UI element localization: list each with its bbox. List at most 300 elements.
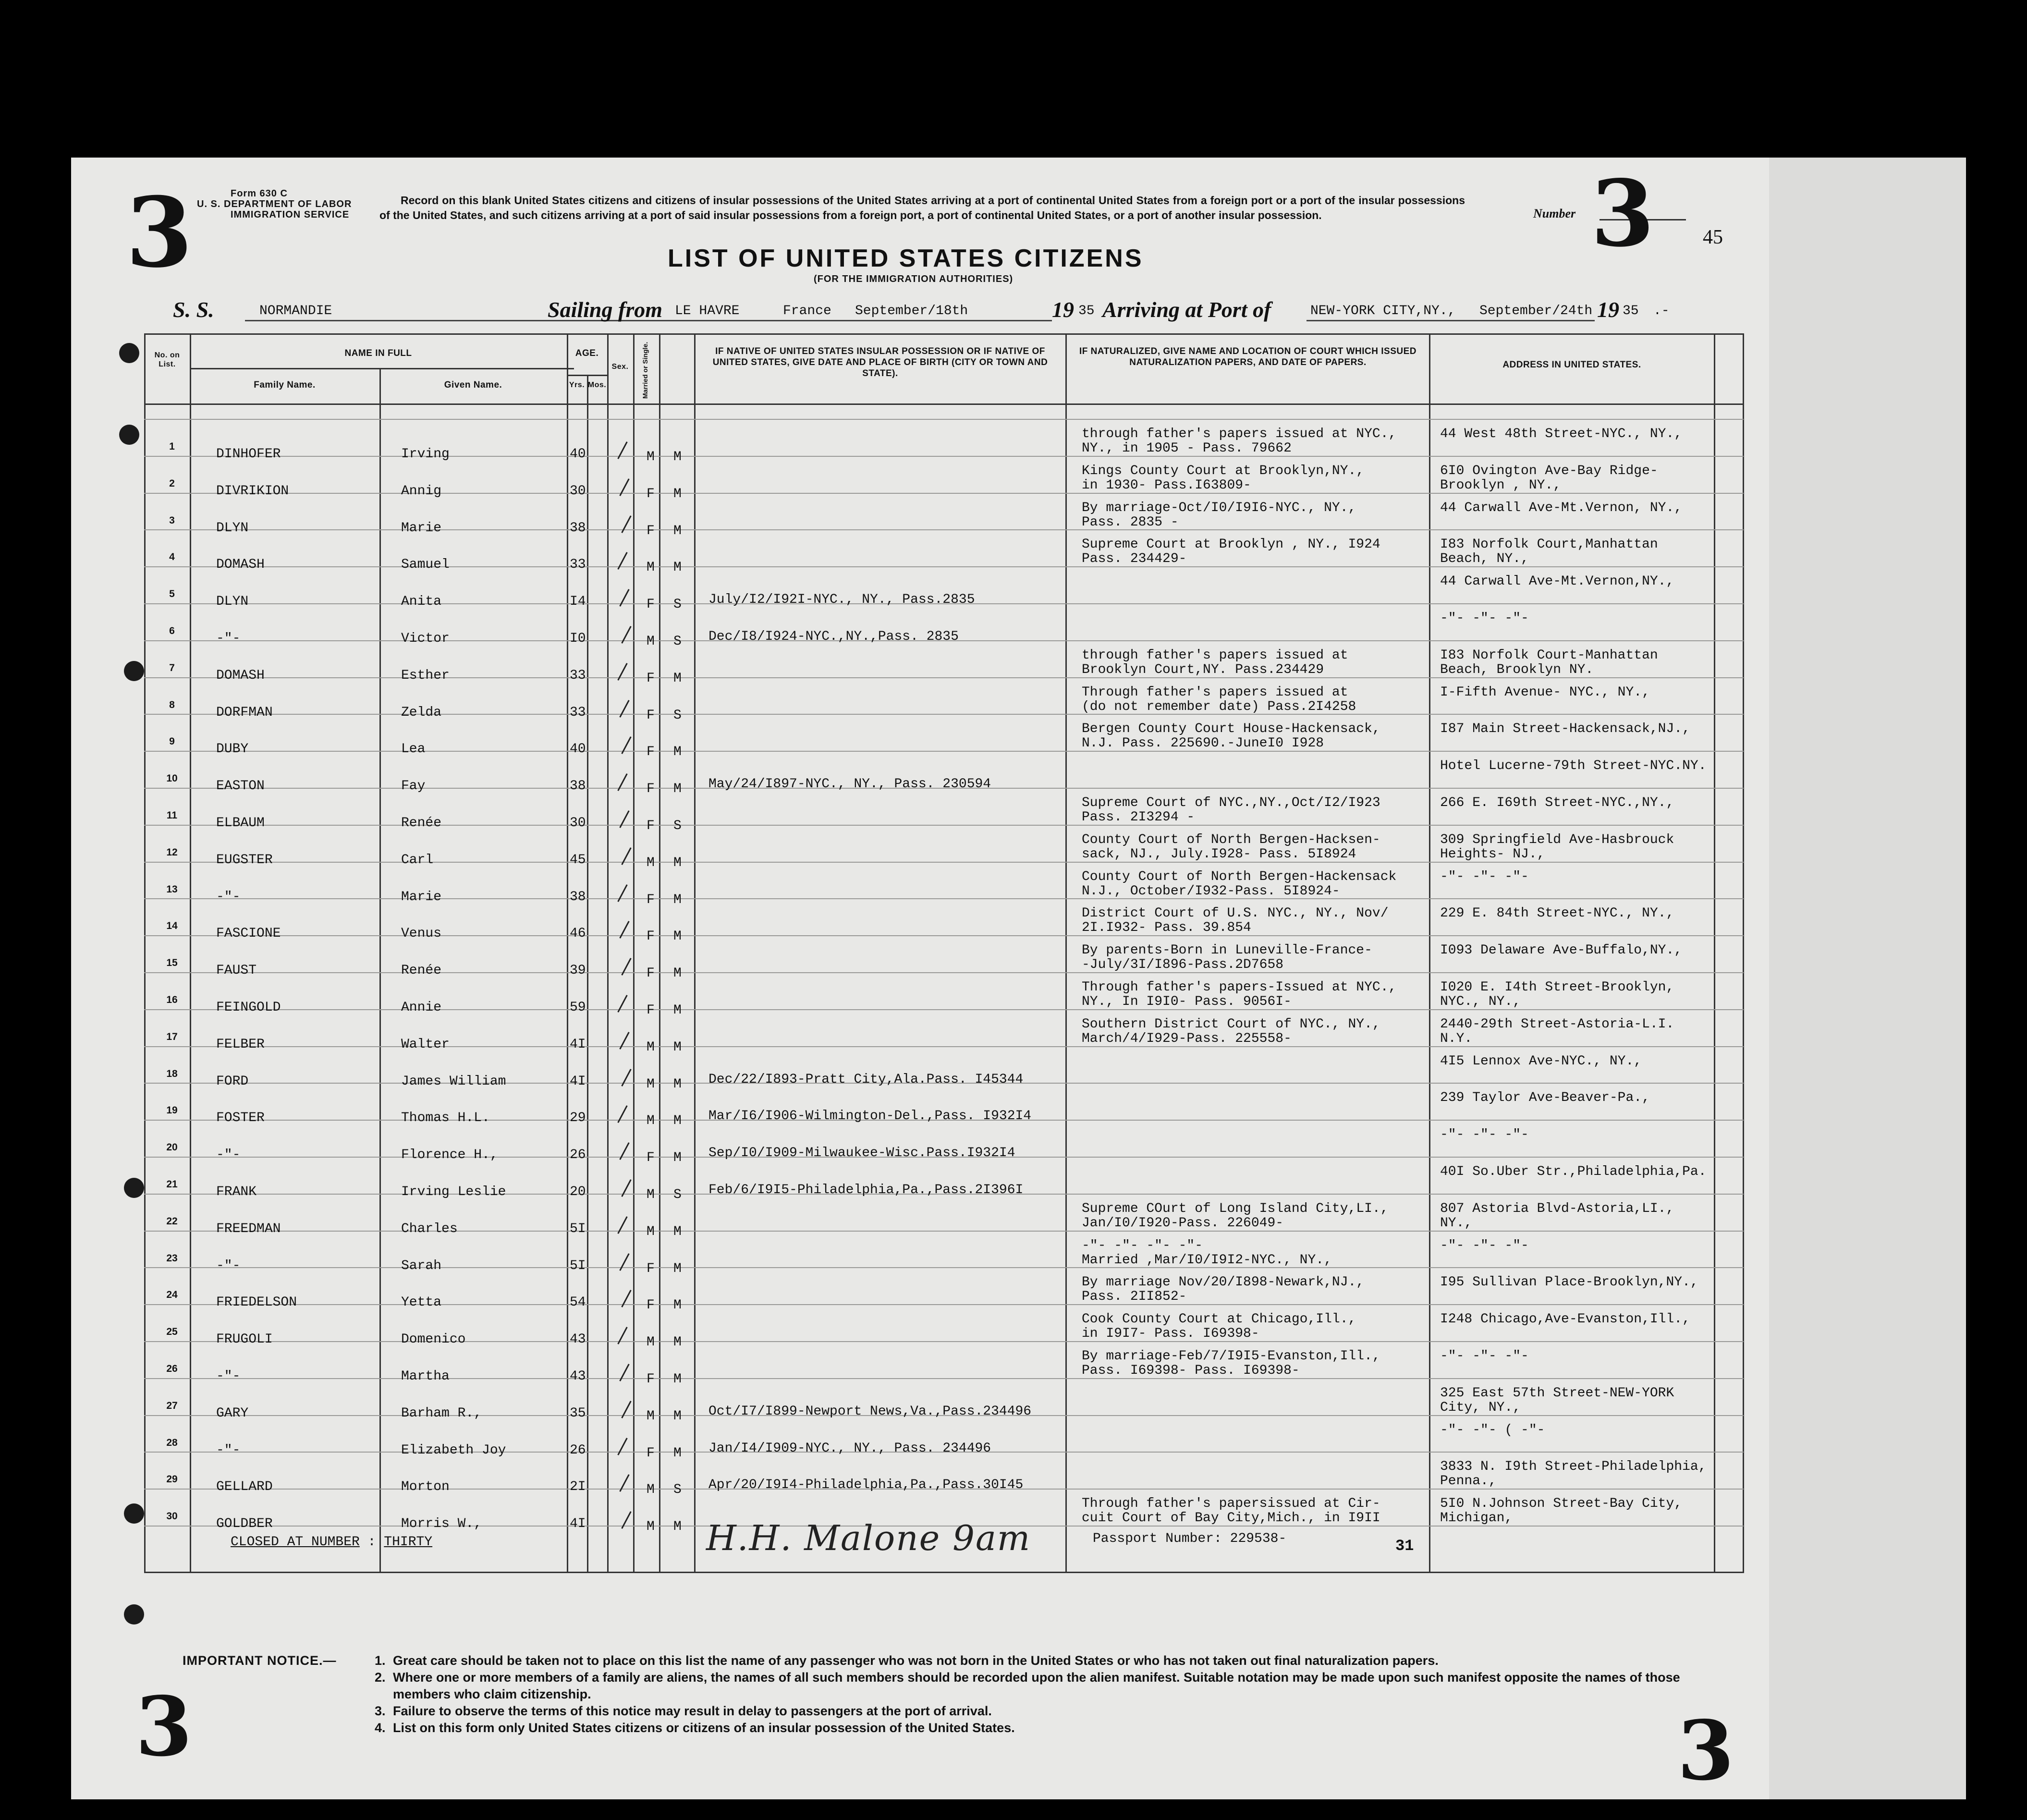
address-line-1: -"- -"- -"- xyxy=(1440,1238,1529,1253)
sex: F xyxy=(647,818,655,833)
age-years: 40 xyxy=(570,742,586,757)
row-number: 16 xyxy=(166,994,178,1005)
name-header-divider xyxy=(190,368,574,369)
col-divider xyxy=(694,333,696,1573)
page-subtitle: (FOR THE IMMIGRATION AUTHORITIES) xyxy=(814,274,1014,284)
row-30-passport: Passport Number: 229538- xyxy=(1093,1531,1287,1546)
given-name: Renée xyxy=(401,816,442,831)
age-years: 59 xyxy=(570,1000,586,1015)
address-line-2: NYC., NY., xyxy=(1440,994,1521,1009)
birth-details: Oct/I7/I899-Newport News,Va.,Pass.234496 xyxy=(708,1404,1032,1419)
marital-status: M xyxy=(673,1372,682,1387)
sail-date: September/18th xyxy=(855,304,968,318)
col-divider xyxy=(633,333,635,1573)
age-years: 5I xyxy=(570,1258,586,1273)
row-rule xyxy=(144,1341,1744,1342)
family-name: DLYN xyxy=(216,521,249,536)
row-rule xyxy=(144,529,1744,530)
sex: F xyxy=(647,782,655,796)
birth-details: Dec/22/I893-Pratt City,Ala.Pass. I45344 xyxy=(708,1072,1024,1087)
naturalization-line-1: Kings County Court at Brooklyn,NY., xyxy=(1082,464,1365,478)
arriving-label: Arriving at Port of xyxy=(1102,297,1271,322)
naturalization-line-1: Southern District Court of NYC., NY., xyxy=(1082,1017,1380,1032)
from-country: France xyxy=(783,304,831,318)
row-number: 9 xyxy=(169,736,175,747)
marital-status: M xyxy=(673,1150,682,1165)
family-name: GELLARD xyxy=(216,1479,273,1494)
family-name: FELBER xyxy=(216,1037,265,1052)
naturalization-line-1: Supreme COurt of Long Island City,LI., xyxy=(1082,1201,1389,1216)
family-name: EUGSTER xyxy=(216,853,273,867)
given-name: Samuel xyxy=(401,557,450,572)
address-line-1: 3833 N. I9th Street-Philadelphia, xyxy=(1440,1459,1707,1474)
row-number: 12 xyxy=(166,847,178,858)
birth-details: July/I2/I92I-NYC., NY., Pass.2835 xyxy=(708,592,975,607)
row-rule xyxy=(144,825,1744,826)
row-number: 15 xyxy=(166,957,178,968)
page-mark: 31 xyxy=(1395,1537,1414,1555)
marital-status: M xyxy=(673,487,682,501)
row-rule xyxy=(144,1304,1744,1305)
age-years: 30 xyxy=(570,484,586,499)
address-line-1: Hotel Lucerne-79th Street-NYC.NY. xyxy=(1440,758,1707,773)
row-rule xyxy=(144,456,1744,457)
header-bottom-border xyxy=(144,403,1744,405)
punch-hole xyxy=(124,1503,144,1524)
given-name: Annig xyxy=(401,484,442,499)
address-line-1: -"- -"- -"- xyxy=(1440,1349,1529,1364)
given-name: Elizabeth Joy xyxy=(401,1443,506,1458)
address-line-1: -"- -"- -"- xyxy=(1440,869,1529,884)
row-number: 6 xyxy=(169,625,175,636)
arrival-year: 35 xyxy=(1623,304,1639,318)
age-years: 4I xyxy=(570,1074,586,1089)
sex: F xyxy=(647,1298,655,1313)
row-rule xyxy=(144,898,1744,899)
row-number: 2 xyxy=(169,478,175,489)
given-name: Sarah xyxy=(401,1258,442,1273)
naturalization-line-2: Pass. 2II852- xyxy=(1082,1289,1187,1304)
age-years: 43 xyxy=(570,1332,586,1347)
naturalization-line-1: Through father's papersissued at Cir- xyxy=(1082,1496,1380,1511)
age-years: 39 xyxy=(570,963,586,978)
age-years: 38 xyxy=(570,890,586,904)
marital-status: M xyxy=(673,1519,682,1534)
family-name: DOMASH xyxy=(216,557,265,572)
address-line-2: N.Y. xyxy=(1440,1031,1473,1046)
header-no: No. on List. xyxy=(154,351,180,368)
address-line-1: 44 Carwall Ave-Mt.Vernon,NY., xyxy=(1440,574,1674,589)
row-number: 21 xyxy=(166,1179,178,1190)
marital-status: M xyxy=(673,671,682,686)
birth-details: Apr/20/I9I4-Philadelphia,Pa.,Pass.30I45 xyxy=(708,1478,1024,1492)
page-number: 45 xyxy=(1703,226,1723,248)
naturalization-line-2: N.J. Pass. 225690.-JuneI0 I928 xyxy=(1082,736,1324,751)
row-number: 8 xyxy=(169,699,175,710)
naturalization-line-2: Pass. 2I3294 - xyxy=(1082,810,1195,825)
address-line-2: Heights- NJ., xyxy=(1440,847,1545,862)
row-number: 23 xyxy=(166,1253,178,1264)
marital-status: M xyxy=(673,1224,682,1239)
age-years: 35 xyxy=(570,1406,586,1421)
marital-status: S xyxy=(673,634,682,649)
address-line-2: City, NY., xyxy=(1440,1400,1521,1415)
given-name: Marie xyxy=(401,890,442,904)
birth-details: Sep/I0/I909-Milwaukee-Wisc.Pass.I932I4 xyxy=(708,1146,1015,1160)
sex: F xyxy=(647,1150,655,1165)
address-line-1: 325 East 57th Street-NEW-YORK xyxy=(1440,1386,1674,1401)
marital-status: M xyxy=(673,524,682,538)
col-divider xyxy=(587,375,588,1573)
header-married-single: Married or Single. xyxy=(641,342,649,399)
marital-status: M xyxy=(673,1261,682,1276)
col-divider xyxy=(379,368,381,1573)
family-name: FRANK xyxy=(216,1185,257,1199)
naturalization-line-2: cuit Court of Bay City,Mich., in I9II xyxy=(1082,1511,1380,1526)
row-rule xyxy=(144,419,1744,420)
naturalization-line-1: Cook County Court at Chicago,Ill., xyxy=(1082,1312,1356,1327)
given-name: Thomas H.L. xyxy=(401,1111,490,1125)
age-years: 4I xyxy=(570,1037,586,1052)
voyage-line xyxy=(173,297,1710,324)
naturalization-line-1: By marriage Nov/20/I898-Newark,NJ., xyxy=(1082,1275,1365,1290)
family-name: DIVRIKION xyxy=(216,484,289,499)
family-name: FAUST xyxy=(216,963,257,978)
marital-status: M xyxy=(673,1335,682,1350)
address-line-1: 5I0 N.Johnson Street-Bay City, xyxy=(1440,1496,1683,1511)
row-number: 19 xyxy=(166,1105,178,1116)
notice-label: IMPORTANT NOTICE.— xyxy=(183,1653,337,1668)
age-years: I4 xyxy=(570,594,586,609)
naturalization-line-1: Supreme Court at Brooklyn , NY., I924 xyxy=(1082,537,1380,552)
sex: F xyxy=(647,1003,655,1018)
col-divider xyxy=(607,333,609,1573)
age-years: 4I xyxy=(570,1516,586,1531)
family-name: -"- xyxy=(216,1443,241,1458)
marital-status: M xyxy=(673,560,682,575)
marital-status: S xyxy=(673,597,682,612)
marital-status: M xyxy=(673,1003,682,1018)
address-line-1: I020 E. I4th Street-Brooklyn, xyxy=(1440,980,1674,995)
service-name: IMMIGRATION SERVICE xyxy=(231,209,350,220)
naturalization-line-2: (do not remember date) Pass.2I4258 xyxy=(1082,699,1356,714)
row-number: 1 xyxy=(169,441,175,452)
form-number xyxy=(197,188,352,220)
given-name: Charles xyxy=(401,1221,458,1236)
given-name: Venus xyxy=(401,926,442,941)
row-number: 14 xyxy=(166,920,178,931)
address-line-1: I87 Main Street-Hackensack,NJ., xyxy=(1440,721,1690,736)
header-given-name: Given Name. xyxy=(444,380,502,390)
col-divider xyxy=(1714,333,1715,1573)
naturalization-line-1: District Court of U.S. NYC., NY., Nov/ xyxy=(1082,906,1389,921)
header-native-birth: IF NATIVE OF UNITED STATES INSULAR POSSESSION OR IF NATIVE OF UNITED STATES, GIVE DATE AND PLACE OF BIRTH (CITY OR TOWN AND STATE). xyxy=(712,346,1048,379)
naturalization-line-1: County Court of North Bergen-Hackensack xyxy=(1082,869,1397,884)
age-years: 33 xyxy=(570,557,586,572)
record-instructions: Record on this blank United States citizens and citizens of insular possessions of the United States arriving at a port of continental United States from a foreign port or a port of the insular possessions of the United States, and such citizens arriving at a port of said insular possessions from a foreign port, a port of continental United States, or a port of another insular possession. xyxy=(379,194,1465,221)
address-line-1: -"- -"- ( -"- xyxy=(1440,1423,1545,1438)
naturalization-line-2: March/4/I929-Pass. 225558- xyxy=(1082,1031,1292,1046)
naturalization-line-2: NY., In I9I0- Pass. 9056I- xyxy=(1082,994,1292,1009)
family-name: DOMASH xyxy=(216,668,265,683)
row-number: 20 xyxy=(166,1142,178,1153)
number-label: Number xyxy=(1533,207,1576,220)
family-name: FRUGOLI xyxy=(216,1332,273,1347)
header-mos: Mos. xyxy=(587,381,607,389)
family-name: GARY xyxy=(216,1406,249,1421)
row-number: 25 xyxy=(166,1326,178,1337)
sex: M xyxy=(647,1224,655,1239)
address-line-1: 2440-29th Street-Astoria-L.I. xyxy=(1440,1017,1674,1032)
given-name: Esther xyxy=(401,668,450,683)
row-number: 28 xyxy=(166,1437,178,1448)
row-number: 3 xyxy=(169,515,175,526)
marital-status: S xyxy=(673,818,682,833)
naturalization-line-2: Married ,Mar/I0/I9I2-NYC., NY., xyxy=(1082,1253,1332,1268)
family-name: -"- xyxy=(216,1148,241,1162)
family-name: FOSTER xyxy=(216,1111,265,1125)
marital-status: M xyxy=(673,892,682,907)
sailing-label: Sailing from xyxy=(548,297,663,322)
row-number: 17 xyxy=(166,1031,178,1042)
address-line-1: I248 Chicago,Ave-Evanston,Ill., xyxy=(1440,1312,1690,1327)
row-number: 10 xyxy=(166,773,178,784)
age-years: 2I xyxy=(570,1479,586,1494)
age-years: 45 xyxy=(570,853,586,867)
marital-status: M xyxy=(673,1040,682,1055)
row-rule xyxy=(144,1231,1744,1232)
row-number: 13 xyxy=(166,884,178,895)
given-name: Martha xyxy=(401,1369,450,1384)
marital-status: M xyxy=(673,1446,682,1461)
header-age: AGE. xyxy=(575,348,599,358)
naturalization-line-2: Pass. I69398- Pass. I69398- xyxy=(1082,1363,1300,1378)
given-name: Zelda xyxy=(401,705,442,720)
punch-hole xyxy=(124,661,144,681)
naturalization-line-2: -July/3I/I896-Pass.2D7658 xyxy=(1082,957,1284,972)
sex: F xyxy=(647,524,655,538)
birth-details: Dec/I8/I924-NYC.,NY.,Pass. 2835 xyxy=(708,629,959,644)
naturalization-line-2: NY., in 1905 - Pass. 79662 xyxy=(1082,441,1292,456)
marital-status: M xyxy=(673,1113,682,1128)
sex: M xyxy=(647,450,655,464)
col-divider xyxy=(567,333,568,1573)
birth-details: Jan/I4/I909-NYC., NY., Pass. 234496 xyxy=(708,1441,991,1456)
corner-number-bottom-left: 3 xyxy=(135,1679,193,1775)
given-name: Barham R., xyxy=(401,1406,482,1421)
naturalization-line-2: Brooklyn Court,NY. Pass.234429 xyxy=(1082,662,1324,677)
address-line-1: I-Fifth Avenue- NYC., NY., xyxy=(1440,685,1650,700)
given-name: Yetta xyxy=(401,1295,442,1310)
next-page-edge xyxy=(1769,158,1966,1799)
sex: F xyxy=(647,892,655,907)
marital-status: M xyxy=(673,1409,682,1424)
age-years: 5I xyxy=(570,1221,586,1236)
marital-status: S xyxy=(673,708,682,723)
header-sex: Sex. xyxy=(611,363,629,371)
form-code: Form 630 C xyxy=(231,188,288,199)
naturalization-line-1: County Court of North Bergen-Hacksen- xyxy=(1082,832,1380,847)
address-line-1: I95 Sullivan Place-Brooklyn,NY., xyxy=(1440,1275,1698,1290)
address-line-1: I83 Norfolk Court-Manhattan xyxy=(1440,648,1658,663)
header-naturalized: IF NATURALIZED, GIVE NAME AND LOCATION OF COURT WHICH ISSUED NATURALIZATION PAPERS, AND DATE OF PAPERS. xyxy=(1079,346,1416,367)
address-line-2: NY., xyxy=(1440,1216,1473,1231)
naturalization-line-2: sack, NJ., July.I928- Pass. 5I8924 xyxy=(1082,847,1356,862)
marital-status: S xyxy=(673,1187,682,1202)
age-years: 40 xyxy=(570,447,586,462)
col-divider xyxy=(1065,333,1067,1573)
naturalization-line-1: -"- -"- -"- -"- xyxy=(1082,1238,1203,1253)
age-years: 33 xyxy=(570,705,586,720)
marital-status: M xyxy=(673,450,682,464)
row-rule xyxy=(144,751,1744,752)
sex: M xyxy=(647,1113,655,1128)
row-rule xyxy=(144,935,1744,936)
row-rule xyxy=(144,1267,1744,1268)
naturalization-line-1: By marriage-Feb/7/I9I5-Evanston,Ill., xyxy=(1082,1349,1380,1364)
row-number: 18 xyxy=(166,1068,178,1079)
address-line-1: 44 Carwall Ave-Mt.Vernon, NY., xyxy=(1440,501,1683,515)
address-line-1: 4I5 Lennox Ave-NYC., NY., xyxy=(1440,1054,1642,1069)
family-name: FORD xyxy=(216,1074,249,1089)
naturalization-line-2: N.J., October/I932-Pass. 5I8924- xyxy=(1082,884,1340,899)
naturalization-line-2: in 1930- Pass.I63809- xyxy=(1082,478,1251,493)
age-years: 33 xyxy=(570,668,586,683)
marital-status: M xyxy=(673,855,682,870)
given-name: Fay xyxy=(401,779,426,794)
address-line-2: Michigan, xyxy=(1440,1511,1513,1526)
given-name: James William xyxy=(401,1074,506,1089)
family-name: FEINGOLD xyxy=(216,1000,281,1015)
sex: F xyxy=(647,671,655,686)
given-name: Morris W., xyxy=(401,1516,482,1531)
address-line-1: -"- -"- -"- xyxy=(1440,611,1529,626)
officer-signature: H.H. Malone 9am xyxy=(706,1518,1031,1558)
table-top-border xyxy=(144,333,1744,335)
notice-item: 4. List on this form only United States citizens or citizens of an insular possession of the United States. xyxy=(375,1721,1015,1735)
header-address: ADDRESS IN UNITED STATES. xyxy=(1502,360,1641,370)
address-line-1: 807 Astoria Blvd-Astoria,LI., xyxy=(1440,1201,1674,1216)
address-line-2: Penna., xyxy=(1440,1474,1497,1489)
sex: F xyxy=(647,708,655,723)
col-divider xyxy=(1743,333,1744,1573)
naturalization-line-2: Pass. 2835 - xyxy=(1082,515,1179,530)
row-number: 27 xyxy=(166,1400,178,1411)
address-line-2: Beach, Brooklyn NY. xyxy=(1440,662,1594,677)
row-number: 5 xyxy=(169,588,175,599)
table-bottom-border xyxy=(144,1572,1744,1573)
family-name: -"- xyxy=(216,631,241,646)
address-line-1: 229 E. 84th Street-NYC., NY., xyxy=(1440,906,1674,921)
given-name: Anita xyxy=(401,594,442,609)
row-rule xyxy=(144,972,1744,973)
family-name: -"- xyxy=(216,890,241,904)
arrival-date: September/24th xyxy=(1479,304,1593,318)
sex: M xyxy=(647,560,655,575)
birth-details: May/24/I897-NYC., NY., Pass. 230594 xyxy=(708,777,991,792)
given-name: Marie xyxy=(401,521,442,536)
family-name: DLYN xyxy=(216,594,249,609)
age-years: 26 xyxy=(570,1148,586,1162)
header-family-name: Family Name. xyxy=(254,380,316,390)
marital-status: M xyxy=(673,929,682,944)
given-name: Carl xyxy=(401,853,434,867)
closed-value: THIRTY xyxy=(384,1535,433,1550)
family-name: EASTON xyxy=(216,779,265,794)
address-line-2: Brooklyn , NY., xyxy=(1440,478,1562,493)
address-line-1: -"- -"- -"- xyxy=(1440,1127,1529,1142)
row-number: 4 xyxy=(169,551,175,562)
age-years: 43 xyxy=(570,1369,586,1384)
given-name: Victor xyxy=(401,631,450,646)
naturalization-line-1: Through father's papers-Issued at NYC., xyxy=(1082,980,1397,995)
sex: M xyxy=(647,1409,655,1424)
sex: F xyxy=(647,745,655,759)
year-prefix: 19 xyxy=(1052,297,1074,322)
row-rule xyxy=(144,1378,1744,1379)
naturalization-line-1: By parents-Born in Luneville-France- xyxy=(1082,943,1372,958)
sex: M xyxy=(647,1077,655,1092)
ship-name: NORMANDIE xyxy=(259,304,332,318)
address-line-1: I093 Delaware Ave-Buffalo,NY., xyxy=(1440,943,1683,958)
corner-number-top-left: 3 xyxy=(126,176,193,289)
department-name: U. S. DEPARTMENT OF LABOR xyxy=(197,199,352,209)
age-years: I0 xyxy=(570,631,586,646)
sex: F xyxy=(647,966,655,981)
naturalization-line-1: Supreme Court of NYC.,NY.,Oct/I2/I923 xyxy=(1082,795,1380,810)
punch-hole xyxy=(124,1178,144,1198)
ss-label: S. S. xyxy=(173,297,214,322)
from-port: LE HAVRE xyxy=(675,304,740,318)
col-divider xyxy=(659,333,660,1573)
notice-item: 3. Failure to observe the terms of this notice may result in delay to passengers at the port of arrival. xyxy=(375,1704,992,1718)
naturalization-line-2: Jan/I0/I920-Pass. 226049- xyxy=(1082,1216,1284,1231)
naturalization-line-1: By marriage-Oct/I0/I9I6-NYC., NY., xyxy=(1082,501,1356,515)
row-number: 29 xyxy=(166,1474,178,1485)
sex: F xyxy=(647,487,655,501)
age-years: 54 xyxy=(570,1295,586,1310)
arrival-year-prefix: 19 xyxy=(1597,297,1619,322)
punch-hole xyxy=(119,343,139,363)
sex: M xyxy=(647,1482,655,1497)
notice-items xyxy=(375,1652,1729,1736)
notice-item: 2. Where one or more members of a family are aliens, the names of all such members should be recorded upon the alien manifest. Suitable notation may be made upon such manifest opposite the names of those members who claim citizenship. xyxy=(375,1670,1680,1701)
header-yrs: Yrs. xyxy=(569,381,585,389)
sex: F xyxy=(647,1372,655,1387)
given-name: Lea xyxy=(401,742,426,757)
closed-sep: : xyxy=(367,1535,376,1550)
family-name: FRIEDELSON xyxy=(216,1295,297,1310)
marital-status: M xyxy=(673,782,682,796)
list-number: 3 xyxy=(1591,160,1655,267)
address-line-1: 44 West 48th Street-NYC., NY., xyxy=(1440,427,1683,441)
sex: F xyxy=(647,1261,655,1276)
marital-status: M xyxy=(673,966,682,981)
sail-year: 35 xyxy=(1078,304,1095,318)
notice-item: 1. Great care should be taken not to place on this list the name of any passenger who was not born in the United States or who has not taken out final naturalization papers. xyxy=(375,1653,1439,1668)
naturalization-line-2: Pass. 234429- xyxy=(1082,551,1187,566)
header-name-in-full: NAME IN FULL xyxy=(344,348,412,358)
naturalization-line-2: in I9I7- Pass. I69398- xyxy=(1082,1326,1259,1341)
row-rule xyxy=(144,1046,1744,1047)
row-number: 11 xyxy=(166,810,178,821)
family-name: -"- xyxy=(216,1369,241,1384)
given-name: Irving xyxy=(401,447,450,462)
family-name: FASCIONE xyxy=(216,926,281,941)
address-line-1: 239 Taylor Ave-Beaver-Pa., xyxy=(1440,1090,1650,1105)
family-name: GOLDBER xyxy=(216,1516,273,1531)
closed-label: CLOSED AT NUMBER xyxy=(231,1535,360,1550)
